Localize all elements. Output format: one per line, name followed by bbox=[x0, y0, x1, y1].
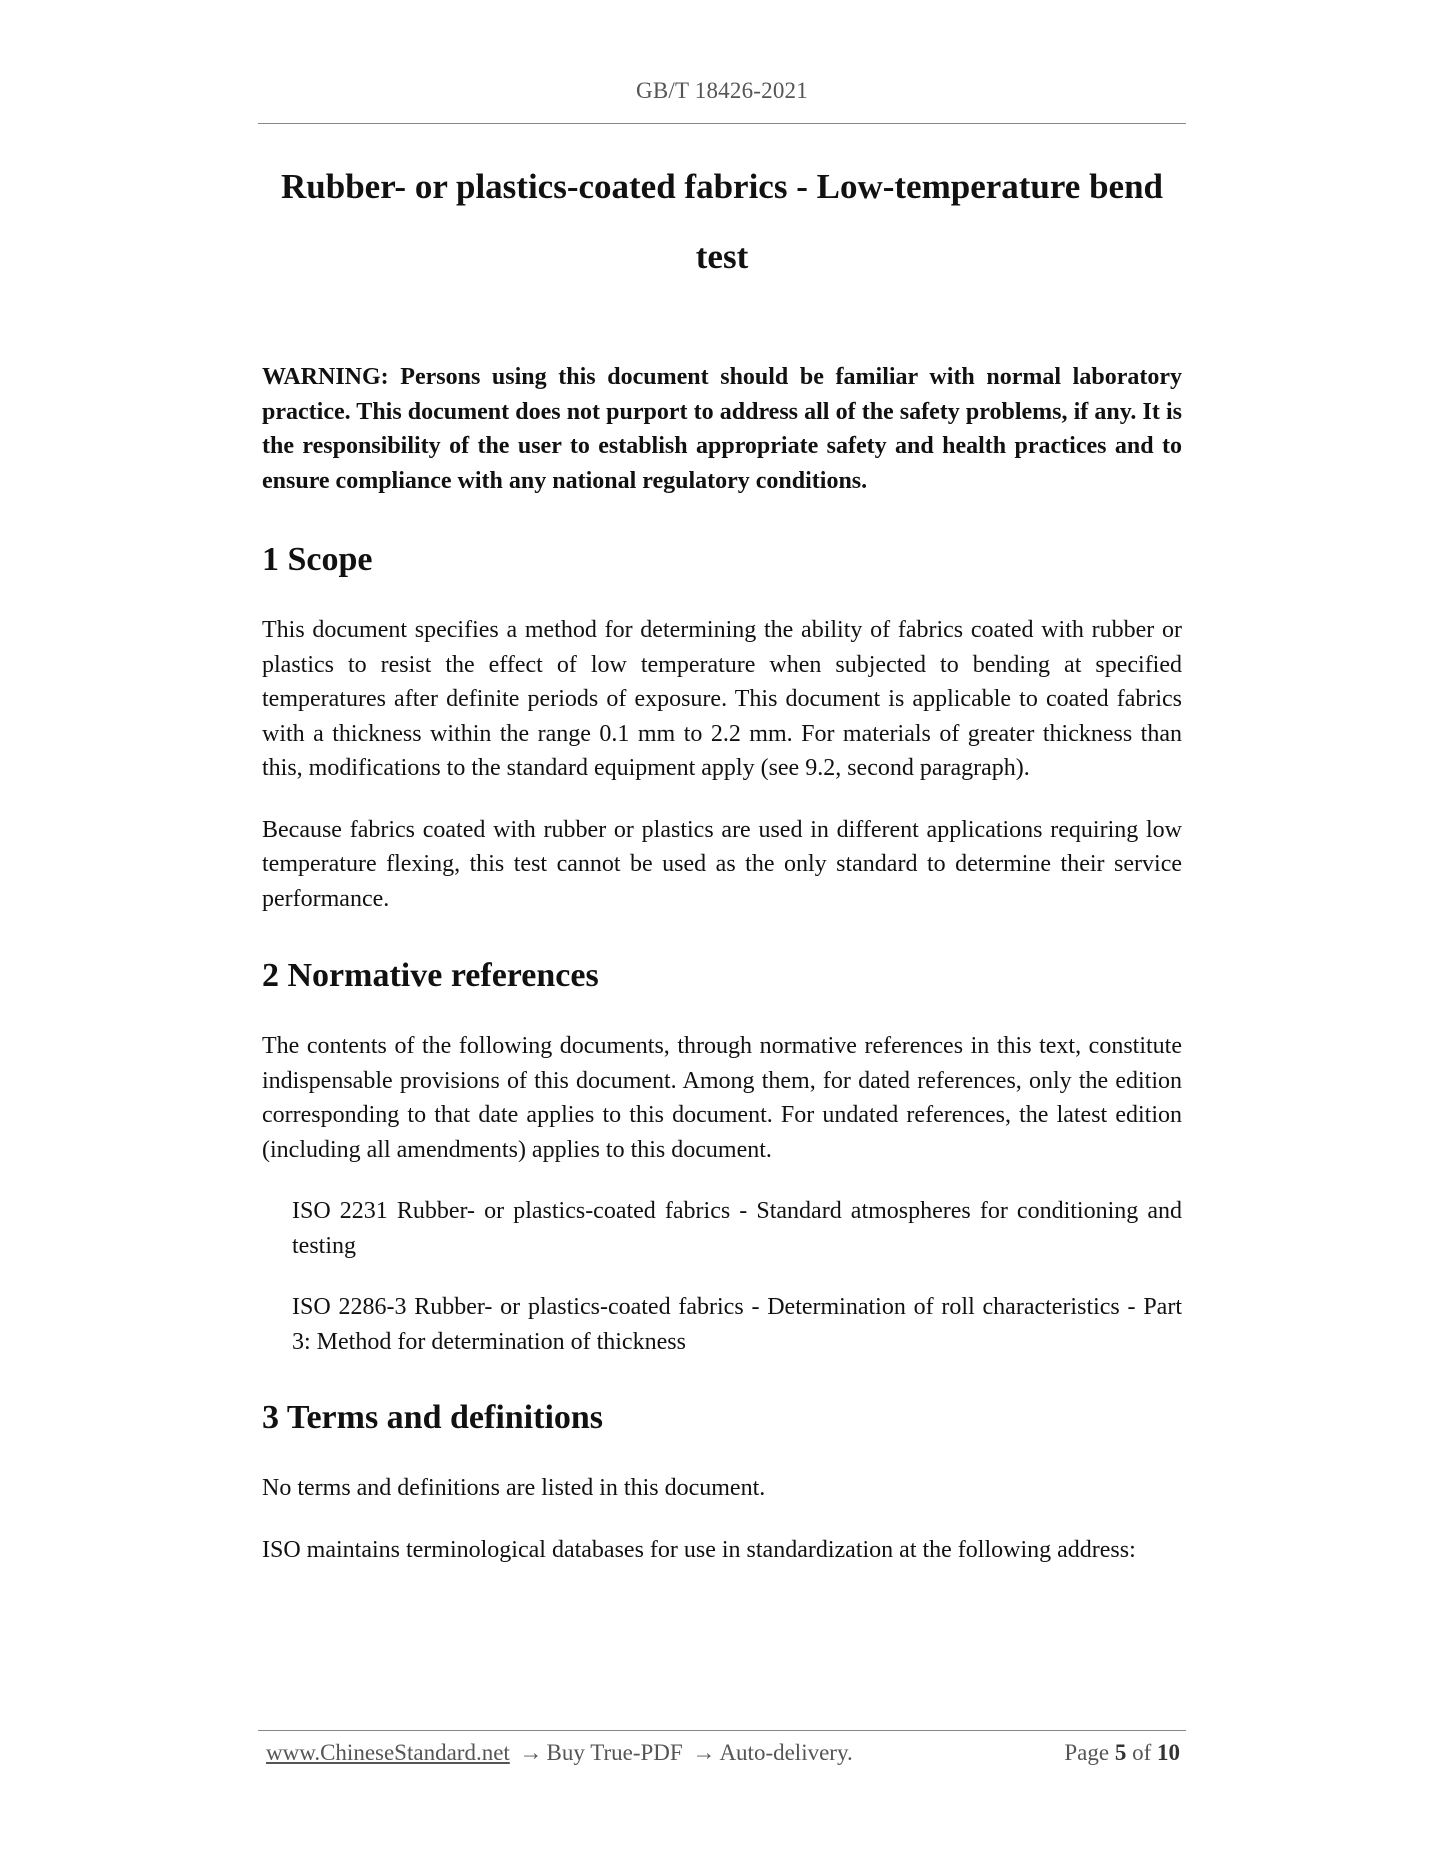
reference-item-iso-2286-3: ISO 2286-3 Rubber- or plastics-coated fabrics - Determination of roll characteristics - Part 3: Method for determination of thickness bbox=[292, 1294, 1182, 1355]
reference-item-iso-2231: ISO 2231 Rubber- or plastics-coated fabrics - Standard atmospheres for conditioning and testing bbox=[292, 1198, 1182, 1259]
header-divider bbox=[258, 123, 1186, 124]
scope-paragraph-1: This document specifies a method for determining the ability of fabrics coated with rubber or plastics to resist the effect of low temperature when subjected to bending at specified temperatures after definite periods of exposure. This document is applicable to coated fabrics with a thickness within the range 0.1 mm to 2.2 mm. For materials of greater thickness than this, modifications to the standard equipment apply (see 9.2, second paragraph). bbox=[262, 617, 1182, 781]
normative-references-paragraph: The contents of the following documents, through normative references in this text, constitute indispensable provisions of this document. Among them, for dated references, only the edition corresponding to that date applies to this document. For undated references, the latest edition (including all amendments) applies to this document. bbox=[262, 1033, 1182, 1163]
scope-paragraph-2: Because fabrics coated with rubber or plastics are used in different applications requiring low temperature flexing, this test cannot be used as the only standard to determine their service performance. bbox=[262, 816, 1182, 912]
document-title bbox=[262, 152, 1182, 292]
warning-paragraph: WARNING: Persons using this document should be familiar with normal laboratory practice. This document does not purport to address all of the safety problems, if any. It is the responsibility of the user to establish appropriate safety and health practices and to ensure compliance with any national regulatory conditions. bbox=[262, 364, 1182, 494]
running-header: GB/T 18426-2021 bbox=[636, 78, 808, 103]
page-label: Page bbox=[1064, 1740, 1110, 1765]
footer-promo bbox=[266, 1738, 853, 1768]
terms-paragraph-1: No terms and definitions are listed in this document. bbox=[262, 1475, 766, 1501]
terms-paragraph-2: ISO maintains terminological databases for use in standardization at the following address: bbox=[262, 1536, 1136, 1563]
site-link[interactable]: www.ChineseStandard.net bbox=[266, 1740, 510, 1765]
section-heading-normative-references: 2 Normative references bbox=[262, 957, 599, 994]
page-number bbox=[1064, 1738, 1180, 1768]
arrow-right-icon: → bbox=[519, 1740, 543, 1765]
section-heading-terms: 3 Terms and definitions bbox=[262, 1399, 604, 1436]
page-content bbox=[262, 152, 1182, 1567]
of-label: of bbox=[1132, 1740, 1152, 1765]
page-current: 5 bbox=[1114, 1740, 1127, 1765]
footer-divider bbox=[258, 1730, 1186, 1731]
auto-delivery-text: Auto-delivery. bbox=[719, 1740, 853, 1765]
arrow-right-icon: → bbox=[692, 1740, 716, 1765]
page-total: 10 bbox=[1157, 1740, 1180, 1765]
document-title-line-1: Rubber- or plastics-coated fabrics - Low-temperature bend bbox=[280, 167, 1164, 206]
document-title-line-2: test bbox=[695, 237, 749, 276]
section-heading-scope: 1 Scope bbox=[262, 541, 373, 578]
buy-true-pdf-text: Buy True-PDF bbox=[546, 1740, 683, 1765]
